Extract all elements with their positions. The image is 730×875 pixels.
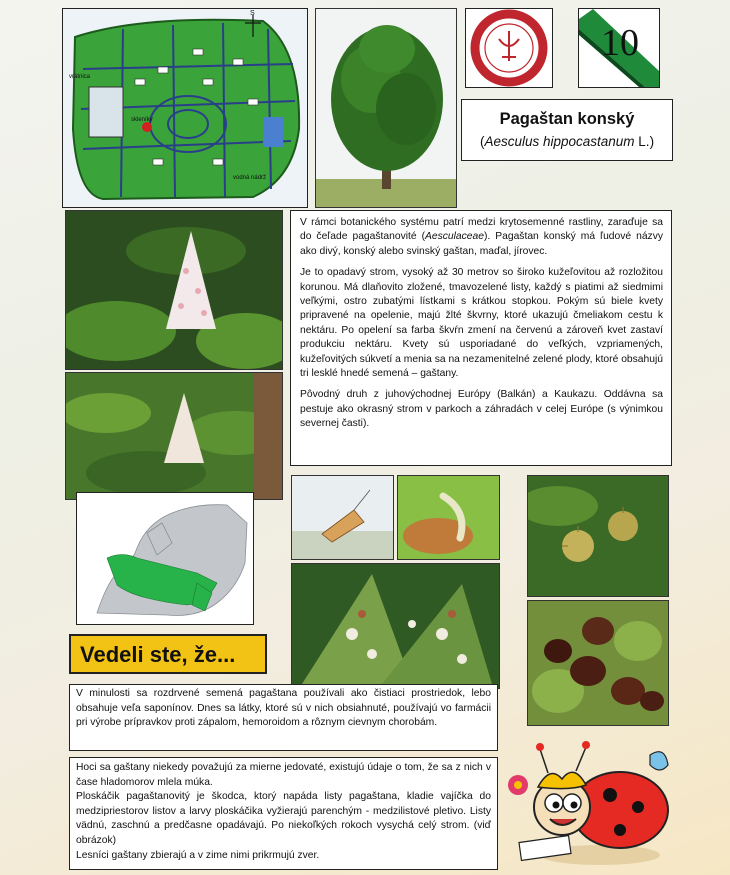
map-label-greenhouses: skleníky: [131, 117, 153, 123]
page-number: 10: [601, 22, 639, 64]
larva-photo: [397, 475, 500, 560]
spiky-fruit-photo: [527, 475, 669, 597]
infested-leaf-photo: [291, 563, 500, 689]
latin-name: (Aesculus hippocastanum L.): [479, 134, 655, 149]
did-you-know-heading-box: [69, 634, 267, 674]
page-number-badge: [578, 8, 660, 88]
description-paragraph-1: [300, 216, 663, 259]
flower-photo-bottom: [65, 372, 283, 500]
moth-illustration: [292, 476, 394, 560]
common-name: Pagaštan konský: [499, 110, 635, 128]
university-logo: [465, 8, 553, 88]
description-family: Aesculaceae: [425, 231, 484, 243]
flower-illustration: [66, 211, 283, 370]
infested-leaf-illustration: [292, 564, 500, 689]
garden-map: [62, 8, 308, 208]
garden-map-graphic: [63, 9, 306, 206]
spiky-fruit-illustration: [528, 476, 669, 597]
did-you-know-box: [69, 684, 498, 751]
leaves-illustration: [66, 373, 283, 500]
description-paragraph-3: Pôvodný druh z juhovýchodnej Európy (Balkán) a Kaukazu. Oddávna sa pestuje ako okrasný strom v parkoch a záhradách v celej Európe (s výnimkou severnej časti).: [300, 389, 663, 430]
map-label-gate: vrátnica: [69, 74, 91, 80]
facts-paragraph-1: Hoci sa gaštany niekedy považujú za mierne jedovaté, existujú údaje o tom, že sa z nich v čase hladomorov mlela múka.: [76, 762, 491, 788]
chestnuts-illustration: [528, 601, 669, 726]
did-you-know-heading: Vedeli ste, že...: [80, 642, 236, 667]
tree-photo: [315, 8, 457, 208]
europe-distribution-map: [76, 492, 254, 625]
latin-name-species: Aesculus hippocastanum: [484, 134, 635, 149]
facts-paragraph-2: Ploskáčik pagaštanovitý je škodca, ktorý napáda listy pagaštana, kladie vajíčka do medzipriestorov listov a larvy ploskáčika vyžierajú parenchým - medzilistové pletivo. Listy vädnú, zaschnú a predčasne opadávajú. Po niekoľkých rokoch vysychá celý strom. (viď obrázok): [76, 791, 491, 846]
university-seal-icon: [466, 9, 552, 87]
ladybug-mascot: [500, 735, 675, 870]
ladybug-icon: [500, 735, 675, 870]
flower-photo-top: [65, 210, 283, 370]
moth-photo: [291, 475, 394, 560]
latin-name-author: L.: [638, 134, 650, 149]
description-p1-start: V rámci botanického systému patrí medzi krytosemenné rastliny, zaraďuje sa do čeľade pagaštanovité (: [300, 217, 663, 243]
chestnuts-photo: [527, 600, 669, 726]
did-you-know-text: V minulosti sa rozdrvené semená pagaštana používali ako čistiaci prostriedok, lebo obsahuje veľa saponínov. Dnes sa látky, ktoré sú v nich obsiahnuté, používajú vo farmácii pri výrobe prípravkov proti zápalom, hemoroidom a rôznym cievnym chorobám.: [76, 688, 491, 729]
description-paragraph-2: Je to opadavý strom, vysoký až 30 metrov so široko kužeľovitou až rozložitou korunou. Má dlaňovito zložené, tmavozelené listy, každý s piatimi až siedmimi veľkými, ostro zubatými lístkami s krátkou stopkou. Pokým sú biele kvety pripravené na opelenie, majú žlté škvrny, ktoré ukazujú čmeliakom cestu k nektáru. Po opelení sa farba škvŕn zmení na červenú a zároveň kvet zastaví produkciu nektáru. Kvety sú usporiadané do veľkých, vzpriamených, kužeľovitých súkvetí a menia sa na nezamenitelné zelené plody, ktoré obsahujú tri lesklé hnedé semená – gaštany.: [300, 267, 663, 380]
description-box: [290, 210, 672, 466]
tree-illustration: [316, 9, 457, 208]
facts-paragraph-3: Lesníci gaštany zbierajú a v zime nimi prikrmujú zver.: [76, 849, 320, 861]
map-label-pond: vodná nádrž: [233, 175, 267, 181]
facts-box: [69, 757, 498, 870]
title-box: [461, 99, 673, 161]
larva-illustration: [398, 476, 500, 560]
compass-label: S: [250, 10, 255, 17]
description-p1-end: ). Pagaštan konský má ľudové názvy ako divý, konský alebo svinský gaštan, maďal, jírovec.: [300, 231, 664, 257]
europe-map-graphic: [77, 493, 252, 623]
